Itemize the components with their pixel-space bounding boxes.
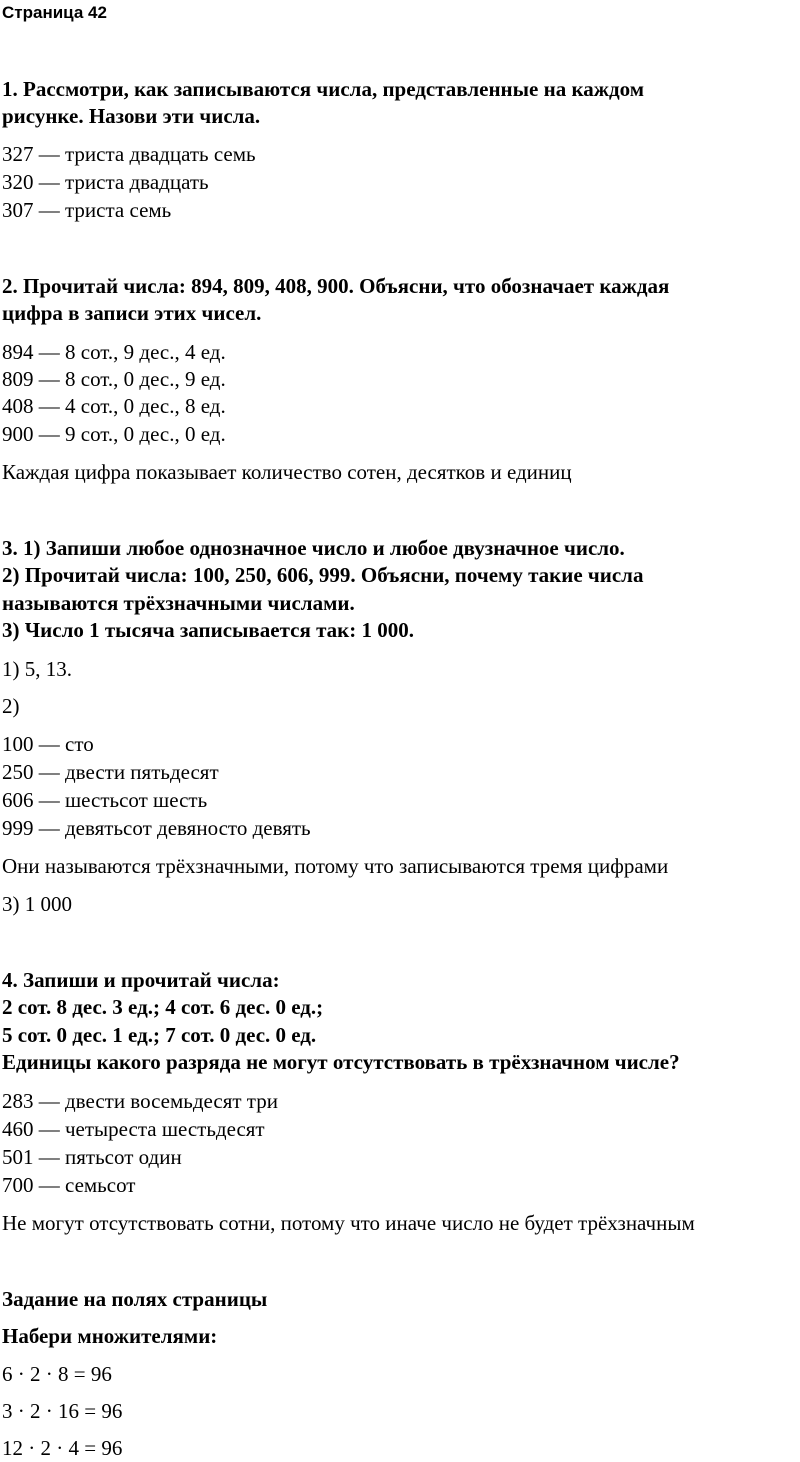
margin-task-subtitle: Набери множителями: (2, 1324, 218, 1348)
task3-question-line: 3) Число 1 тысяча записывается так: 1 000. (2, 618, 415, 642)
task3-answer2-item: 250 — двести пятьдесят (2, 760, 219, 784)
task2-question-line: цифра в записи этих чисел. (2, 301, 262, 325)
task3-question-line: называются трёхзначными числами. (2, 591, 355, 615)
task2-answer: 900 — 9 сот., 0 дес., 0 ед. (2, 422, 226, 446)
task1-answer: 327 — триста двадцать семь (2, 142, 256, 166)
task3-question-line: 3. 1) Запиши любое однозначное число и любое двузначное число. (2, 536, 625, 560)
task3-answer1: 1) 5, 13. (2, 657, 72, 681)
task2-answer: 894 — 8 сот., 9 дес., 4 ед. (2, 340, 226, 364)
task4-answer: 460 — четыреста шестьдесят (2, 1117, 265, 1141)
task2-question-line: 2. Прочитай числа: 894, 809, 408, 900. Объясни, что обозначает каждая (2, 274, 670, 298)
task4-question-line: Единицы какого разряда не могут отсутствовать в трёхзначном числе? (2, 1050, 680, 1074)
task2-answer: 408 — 4 сот., 0 дес., 8 ед. (2, 394, 226, 418)
task4-question-line: 2 сот. 8 дес. 3 ед.; 4 сот. 6 дес. 0 ед.; (2, 995, 324, 1019)
margin-task-title: Задание на полях страницы (2, 1287, 268, 1311)
task1-answer: 307 — триста семь (2, 198, 172, 222)
task4-answer: 501 — пятьсот один (2, 1145, 182, 1169)
task4-question-line: 5 сот. 0 дес. 1 ед.; 7 сот. 0 дес. 0 ед. (2, 1023, 317, 1047)
task3-answer3: 3) 1 000 (2, 892, 72, 916)
task3-question-line: 2) Прочитай числа: 100, 250, 606, 999. Объясни, почему такие числа (2, 563, 644, 587)
task4-conclusion: Не могут отсутствовать сотни, потому что иначе число не будет трёхзначным (2, 1211, 695, 1235)
margin-task-answer: 12 · 2 · 4 = 96 (2, 1436, 123, 1460)
task4-answer: 283 — двести восемьдесят три (2, 1089, 278, 1113)
task3-answer2-item: 100 — сто (2, 732, 94, 756)
task1-question-line: рисунке. Назови эти числа. (2, 104, 261, 128)
task1-answer: 320 — триста двадцать (2, 170, 209, 194)
margin-task-answer: 6 · 2 · 8 = 96 (2, 1362, 112, 1386)
task3-answer2-conclusion: Они называются трёхзначными, потому что записываются тремя цифрами (2, 854, 669, 878)
task2-conclusion: Каждая цифра показывает количество сотен, десятков и единиц (2, 460, 572, 484)
task3-answer2-label: 2) (2, 694, 20, 718)
task1-question-line: 1. Рассмотри, как записываются числа, представленные на каждом (2, 77, 644, 101)
task4-question-line: 4. Запиши и прочитай числа: (2, 968, 280, 992)
margin-task-answer: 3 · 2 · 16 = 96 (2, 1399, 123, 1423)
task3-answer2-item: 999 — девятьсот девяносто девять (2, 816, 311, 840)
task2-answer: 809 — 8 сот., 0 дес., 9 ед. (2, 367, 226, 391)
task3-answer2-item: 606 — шестьсот шесть (2, 788, 208, 812)
task4-answer: 700 — семьсот (2, 1173, 136, 1197)
page-title: Страница 42 (2, 3, 107, 22)
